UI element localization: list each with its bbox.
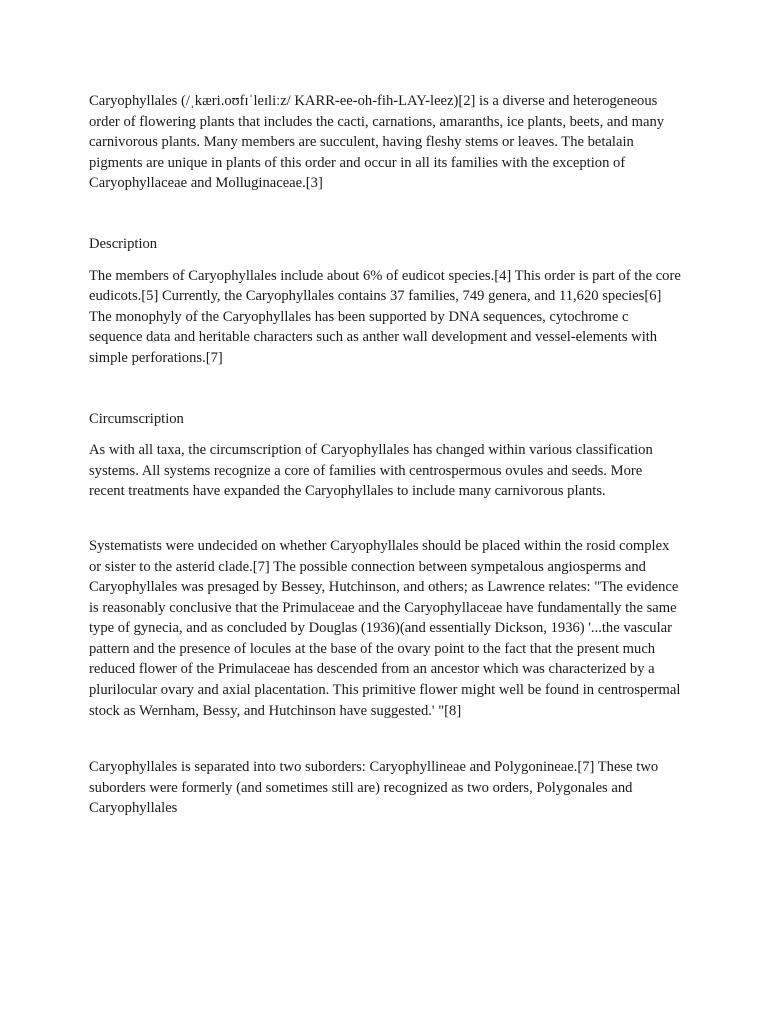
- circumscription-heading: Circumscription: [89, 410, 184, 427]
- systematists-paragraph: Systematists were undecided on whether Caryophyllales should be placed within the rosid complex or sister to the asterid clade.[7] The possible connection between sympetalous angiosperms and Caryophyllales was presaged by Bessey, Hutchinson, and others; as Lawrence relates: "The evidence is reasonably conclusive that the Primulaceae and the Caryophyllaceae have fundamentally the same type of gynecia, and as concluded by Douglas (1936)(and essentially Dickson, 1936) '...the vascular pattern and the presence of locules at the base of the ovary point to the fact that the present much reduced flower of the Primulaceae has descended from an ancestor which was characterized by a plurilocular ovary and axial placentation. This primitive flower might well be found in centrospermal stock as Wernham, Bessy, and Hutchinson have suggested.' "[8]: [89, 537, 681, 719]
- suborders-paragraph: Caryophyllales is separated into two suborders: Caryophyllineae and Polygonineae.[7] These two suborders were formerly (and sometimes still are) recognized as two orders, Polygonales and Caryophyllales: [89, 759, 659, 817]
- intro-paragraph: Caryophyllales (/ˌkæri.oʊfɪˈleɪliːz/ KARR-ee-oh-fih-LAY-leez)[2] is a diverse and heterogeneous order of flowering plants that includes the cacti, carnations, amaranths, ice plants, beets, and many carnivorous plants. Many members are succulent, having fleshy stems or leaves. The betalain pigments are unique in plants of this order and occur in all its families with the exception of Caryophyllaceae and Molluginaceae.[3]: [89, 93, 665, 192]
- description-paragraph: The members of Caryophyllales include about 6% of eudicot species.[4] This order is part of the core eudicots.[5] Currently, the Caryophyllales contains 37 families, 749 genera, and 11,620 species[6] The monophyly of the Caryophyllales has been supported by DNA sequences, cytochrome c sequence data and heritable characters such as anther wall development and vessel-elements with simple perforations.[7]: [89, 267, 681, 366]
- document-page: [89, 91, 681, 859]
- description-heading: Description: [89, 235, 158, 252]
- circumscription-paragraph: As with all taxa, the circumscription of Caryophyllales has changed within various classification systems. All systems recognize a core of families with centrospermous ovules and seeds. More recent treatments have expanded the Caryophyllales to include many carnivorous plants.: [89, 442, 653, 500]
